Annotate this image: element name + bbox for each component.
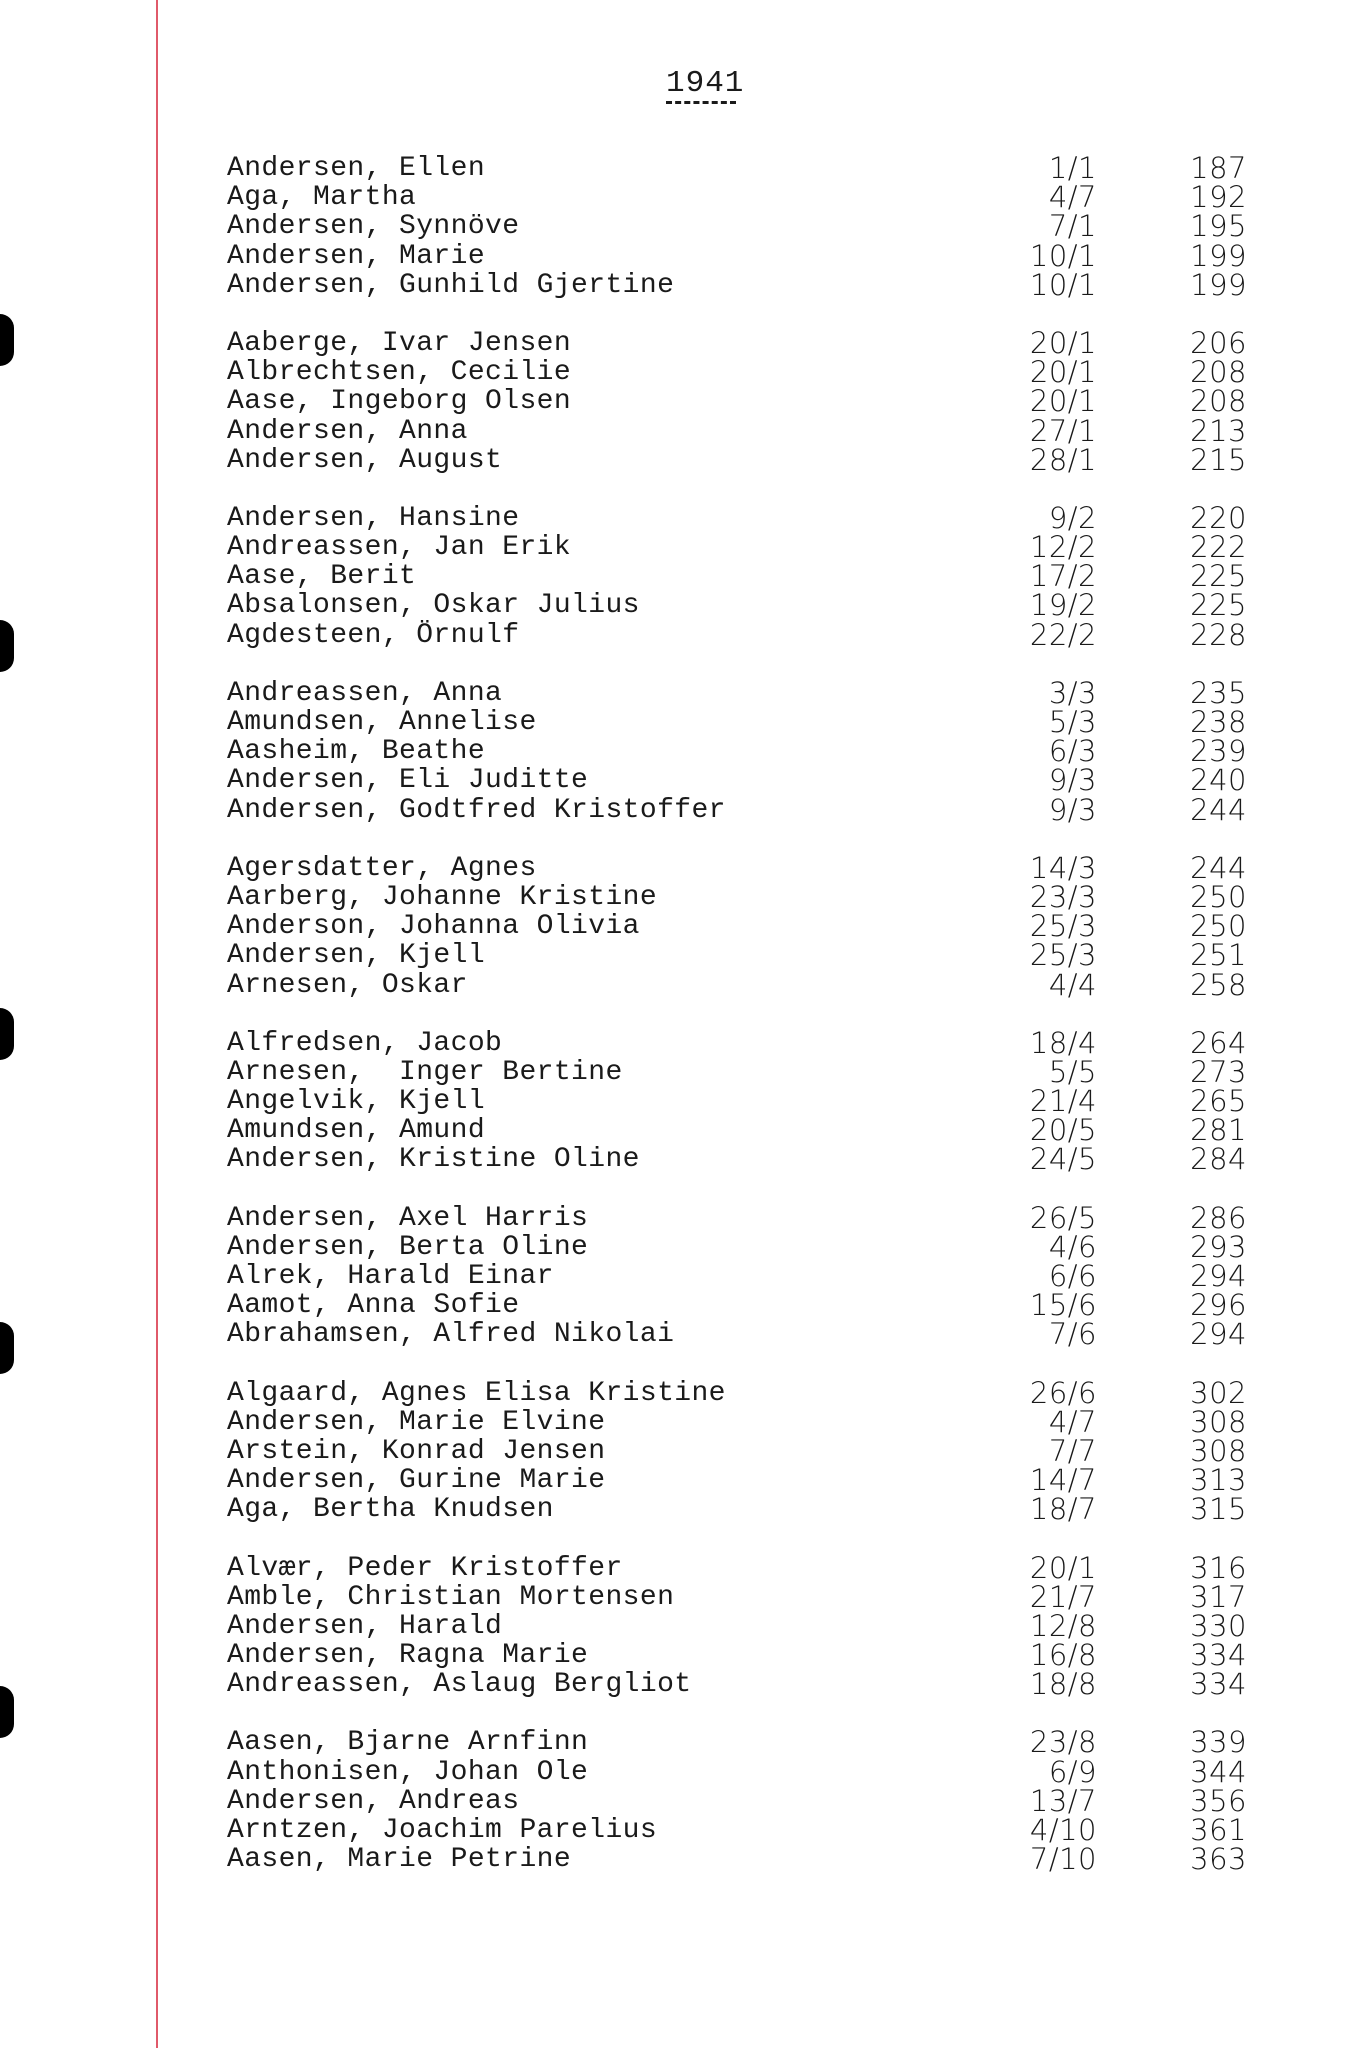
entry-group — [227, 500, 1307, 652]
register-entry — [227, 1638, 1307, 1673]
entry-date: 25/3 — [1029, 909, 1097, 944]
register-entry — [227, 1754, 1307, 1789]
register-entry — [227, 1142, 1307, 1177]
register-entry — [227, 267, 1307, 302]
entry-date: 27/1 — [1029, 413, 1097, 448]
entry-date: 7/10 — [1029, 1842, 1097, 1877]
entry-name: Algaard, Agnes Elisa Kristine — [227, 1377, 726, 1409]
entry-name: Andersen, Anna — [227, 415, 468, 447]
register-entry — [227, 850, 1307, 885]
register-entry — [227, 1375, 1307, 1410]
entry-page: 339 — [1190, 1725, 1247, 1760]
register-entry — [227, 1550, 1307, 1585]
entry-page: 294 — [1190, 1259, 1247, 1293]
register-entry — [227, 967, 1307, 1002]
entry-page: 251 — [1190, 938, 1247, 973]
punch-hole — [0, 1686, 14, 1738]
entry-date: 4/4 — [1048, 967, 1097, 1002]
entry-page: 281 — [1190, 1113, 1247, 1148]
entry-date: 4/6 — [1048, 1229, 1097, 1264]
entry-date: 13/7 — [1029, 1783, 1097, 1818]
entry-date: 14/3 — [1029, 850, 1097, 885]
entry-page: 344 — [1190, 1754, 1247, 1789]
entry-name: Amundsen, Annelise — [227, 707, 537, 738]
entry-page: 187 — [1190, 151, 1247, 185]
entry-page: 308 — [1190, 1404, 1247, 1439]
register-entry — [227, 1054, 1307, 1089]
register-entry — [227, 588, 1307, 623]
punch-hole — [0, 1322, 14, 1374]
entry-name: Andersen, Gurine Marie — [227, 1465, 606, 1497]
entry-date: 9/3 — [1048, 792, 1097, 827]
entry-page: 213 — [1190, 413, 1247, 448]
entry-name: Arnesen, Oskar — [227, 969, 468, 1001]
entry-date: 20/1 — [1029, 325, 1097, 360]
entry-name: Andersen, August — [227, 444, 503, 476]
entry-date: 26/5 — [1029, 1200, 1097, 1235]
entry-page: 222 — [1190, 530, 1247, 565]
entry-page: 228 — [1190, 617, 1247, 652]
register-entry — [227, 1667, 1307, 1702]
entry-page: 235 — [1190, 675, 1247, 710]
entry-name: Arstein, Konrad Jensen — [227, 1435, 606, 1467]
entry-name: Aase, Berit — [227, 561, 417, 593]
entry-page: 208 — [1190, 355, 1247, 390]
entry-group — [227, 1725, 1307, 1877]
entry-date: 17/2 — [1029, 559, 1097, 594]
entry-page: 316 — [1190, 1550, 1247, 1585]
entry-name: Albrechtsen, Cecilie — [227, 357, 572, 389]
entry-date: 1/1 — [1048, 151, 1097, 185]
entry-name: Agdesteen, Örnulf — [227, 619, 520, 651]
entry-page: 284 — [1190, 1142, 1247, 1177]
register-entry — [227, 792, 1307, 827]
entry-page: 250 — [1190, 879, 1247, 914]
register-entry — [227, 1229, 1307, 1264]
entry-page: 238 — [1190, 705, 1247, 739]
entry-page: 273 — [1190, 1054, 1247, 1089]
entry-date: 4/7 — [1048, 180, 1097, 215]
entry-name: Andersen, Ellen — [227, 153, 486, 184]
register-entry — [227, 909, 1307, 944]
entry-page: 334 — [1190, 1667, 1247, 1702]
entry-date: 6/9 — [1048, 1754, 1097, 1789]
entry-page: 294 — [1190, 1317, 1247, 1352]
entry-name: Alrek, Harald Einar — [227, 1261, 554, 1292]
entry-name: Andersen, Eli Juditte — [227, 765, 589, 797]
entry-page: 313 — [1190, 1463, 1247, 1498]
entry-page: 215 — [1190, 442, 1247, 477]
entry-page: 240 — [1190, 763, 1247, 798]
entry-date: 4/7 — [1048, 1404, 1097, 1439]
entry-name: Angelvik, Kjell — [227, 1086, 486, 1118]
register-entry — [227, 1025, 1307, 1060]
entry-name: Aaberge, Ivar Jensen — [227, 327, 572, 359]
entry-date: 14/7 — [1029, 1463, 1097, 1498]
register-entry — [227, 1084, 1307, 1119]
register-entry — [227, 1113, 1307, 1148]
entry-name: Aase, Ingeborg Olsen — [227, 386, 572, 418]
register-list — [227, 151, 1307, 1903]
entry-page: 293 — [1190, 1229, 1247, 1264]
entry-name: Andreassen, Jan Erik — [227, 532, 572, 564]
entry-date: 20/1 — [1029, 355, 1097, 390]
entry-name: Andersen, Axel Harris — [227, 1202, 589, 1234]
entry-date: 6/3 — [1048, 734, 1097, 769]
entry-name: Arnesen, Inger Bertine — [227, 1056, 623, 1088]
entry-page: 244 — [1190, 850, 1247, 885]
entry-date: 4/10 — [1029, 1813, 1097, 1847]
register-entry — [227, 1608, 1307, 1643]
entry-date: 3/3 — [1048, 675, 1097, 710]
entry-name: Andersen, Harald — [227, 1610, 503, 1642]
register-entry — [227, 1200, 1307, 1235]
entry-name: Andersen, Kristine Oline — [227, 1144, 640, 1176]
entry-name: Aarberg, Johanne Kristine — [227, 881, 658, 913]
entry-page: 356 — [1190, 1783, 1247, 1818]
entry-page: 250 — [1190, 909, 1247, 944]
register-entry — [227, 1492, 1307, 1527]
entry-page: 264 — [1190, 1025, 1247, 1060]
register-entry — [227, 559, 1307, 594]
register-entry — [227, 675, 1307, 710]
entry-date: 20/1 — [1029, 384, 1097, 419]
entry-page: 199 — [1190, 267, 1247, 302]
entry-page: 302 — [1190, 1375, 1247, 1410]
register-entry — [227, 705, 1307, 739]
entry-date: 26/6 — [1029, 1375, 1097, 1410]
entry-date: 16/8 — [1029, 1638, 1097, 1673]
entry-date: 10/1 — [1029, 238, 1097, 273]
entry-name: Alfredsen, Jacob — [227, 1027, 503, 1059]
punch-hole — [0, 1008, 14, 1060]
entry-date: 22/2 — [1029, 617, 1097, 652]
entry-page: 361 — [1190, 1813, 1247, 1847]
entry-date: 7/7 — [1048, 1433, 1097, 1468]
register-entry — [227, 1433, 1307, 1468]
entry-date: 5/5 — [1048, 1054, 1097, 1089]
entry-date: 18/8 — [1029, 1667, 1097, 1702]
entry-page: 317 — [1190, 1579, 1247, 1614]
entry-name: Abrahamsen, Alfred Nikolai — [227, 1319, 675, 1351]
entry-name: Amundsen, Amund — [227, 1115, 486, 1147]
entry-name: Andreassen, Anna — [227, 677, 503, 709]
entry-page: 286 — [1190, 1200, 1247, 1235]
entry-name: Andersen, Berta Oline — [227, 1231, 589, 1263]
entry-page: 315 — [1190, 1492, 1247, 1527]
entry-name: Andersen, Kjell — [227, 940, 486, 972]
entry-date: 6/6 — [1048, 1259, 1097, 1293]
entry-group — [227, 1200, 1307, 1352]
entry-page: 206 — [1190, 325, 1247, 360]
entry-name: Anthonisen, Johan Ole — [227, 1756, 589, 1788]
entry-name: Anderson, Johanna Olivia — [227, 911, 640, 943]
entry-page: 244 — [1190, 792, 1247, 827]
entry-group — [227, 675, 1307, 827]
entry-page: 265 — [1190, 1084, 1247, 1119]
entry-page: 308 — [1190, 1433, 1247, 1468]
margin-rule — [156, 0, 158, 2048]
register-entry — [227, 530, 1307, 565]
entry-name: Alvær, Peder Kristoffer — [227, 1552, 623, 1584]
entry-name: Andersen, Godtfred Kristoffer — [227, 794, 726, 826]
year-underline — [666, 101, 736, 104]
register-entry — [227, 413, 1307, 448]
register-entry — [227, 938, 1307, 973]
entry-date: 18/4 — [1029, 1025, 1097, 1060]
entry-group — [227, 1550, 1307, 1702]
punch-hole — [0, 314, 14, 366]
entry-name: Andersen, Ragna Marie — [227, 1640, 589, 1672]
register-entry — [227, 500, 1307, 535]
entry-name: Andersen, Andreas — [227, 1785, 520, 1817]
entry-date: 5/3 — [1048, 705, 1097, 739]
entry-page: 195 — [1190, 209, 1247, 244]
register-entry — [227, 1463, 1307, 1498]
entry-page: 239 — [1190, 734, 1247, 769]
entry-date: 24/5 — [1029, 1142, 1097, 1177]
register-entry — [227, 325, 1307, 360]
entry-date: 7/6 — [1048, 1317, 1097, 1352]
entry-date: 23/3 — [1029, 879, 1097, 914]
entry-name: Andersen, Synnöve — [227, 211, 520, 243]
register-entry — [227, 180, 1307, 215]
register-entry — [227, 1842, 1307, 1877]
entry-group — [227, 1025, 1307, 1177]
entry-date: 12/8 — [1029, 1608, 1097, 1643]
entry-name: Aasheim, Beathe — [227, 736, 486, 768]
entry-name: Amble, Christian Mortensen — [227, 1581, 675, 1613]
entry-date: 25/3 — [1029, 938, 1097, 973]
entry-name: Andersen, Gunhild Gjertine — [227, 269, 675, 301]
register-entry — [227, 617, 1307, 652]
entry-page: 258 — [1190, 967, 1247, 1002]
register-entry — [227, 763, 1307, 798]
entry-date: 10/1 — [1029, 267, 1097, 302]
entry-date: 20/5 — [1029, 1113, 1097, 1148]
entry-name: Aasen, Marie Petrine — [227, 1844, 572, 1876]
entry-date: 9/2 — [1048, 500, 1097, 535]
register-entry — [227, 355, 1307, 390]
entry-name: Aga, Martha — [227, 182, 417, 214]
entry-name: Aasen, Bjarne Arnfinn — [227, 1727, 589, 1759]
register-entry — [227, 734, 1307, 769]
register-entry — [227, 209, 1307, 244]
entry-page: 220 — [1190, 500, 1247, 535]
register-entry — [227, 1259, 1307, 1293]
punch-hole — [0, 620, 14, 672]
entry-date: 23/8 — [1029, 1725, 1097, 1760]
entry-date: 21/4 — [1029, 1084, 1097, 1119]
register-entry — [227, 1725, 1307, 1760]
register-entry — [227, 1813, 1307, 1847]
entry-page: 334 — [1190, 1638, 1247, 1673]
register-entry — [227, 1579, 1307, 1614]
entry-group — [227, 850, 1307, 1002]
entry-date: 28/1 — [1029, 442, 1097, 477]
entry-name: Andreassen, Aslaug Bergliot — [227, 1669, 692, 1701]
entry-name: Absalonsen, Oskar Julius — [227, 590, 640, 622]
register-entry — [227, 1288, 1307, 1323]
entry-name: Andersen, Hansine — [227, 502, 520, 534]
entry-page: 199 — [1190, 238, 1247, 273]
register-entry — [227, 1783, 1307, 1818]
register-entry — [227, 1404, 1307, 1439]
entry-page: 192 — [1190, 180, 1247, 215]
register-entry — [227, 384, 1307, 419]
entry-date: 20/1 — [1029, 1550, 1097, 1585]
entry-page: 225 — [1190, 559, 1247, 594]
register-entry — [227, 1317, 1307, 1352]
register-entry — [227, 151, 1307, 185]
entry-name: Aga, Bertha Knudsen — [227, 1494, 554, 1526]
entry-group — [227, 151, 1307, 302]
entry-page: 330 — [1190, 1608, 1247, 1643]
entry-date: 18/7 — [1029, 1492, 1097, 1527]
entry-name: Arntzen, Joachim Parelius — [227, 1815, 658, 1846]
entry-name: Agersdatter, Agnes — [227, 852, 537, 884]
entry-page: 296 — [1190, 1288, 1247, 1323]
entry-date: 9/3 — [1048, 763, 1097, 798]
entry-date: 12/2 — [1029, 530, 1097, 565]
entry-group — [227, 325, 1307, 477]
entry-name: Aamot, Anna Sofie — [227, 1290, 520, 1322]
entry-date: 15/6 — [1029, 1288, 1097, 1323]
entry-date: 7/1 — [1048, 209, 1097, 244]
entry-date: 21/7 — [1029, 1579, 1097, 1614]
entry-date: 19/2 — [1029, 588, 1097, 623]
register-entry — [227, 442, 1307, 477]
entry-page: 225 — [1190, 588, 1247, 623]
register-entry — [227, 238, 1307, 273]
entry-name: Andersen, Marie — [227, 240, 486, 272]
entry-page: 208 — [1190, 384, 1247, 419]
entry-group — [227, 1375, 1307, 1527]
entry-page: 363 — [1190, 1842, 1247, 1877]
entry-name: Andersen, Marie Elvine — [227, 1406, 606, 1438]
register-entry — [227, 879, 1307, 914]
page-year: 1941 — [666, 66, 745, 101]
